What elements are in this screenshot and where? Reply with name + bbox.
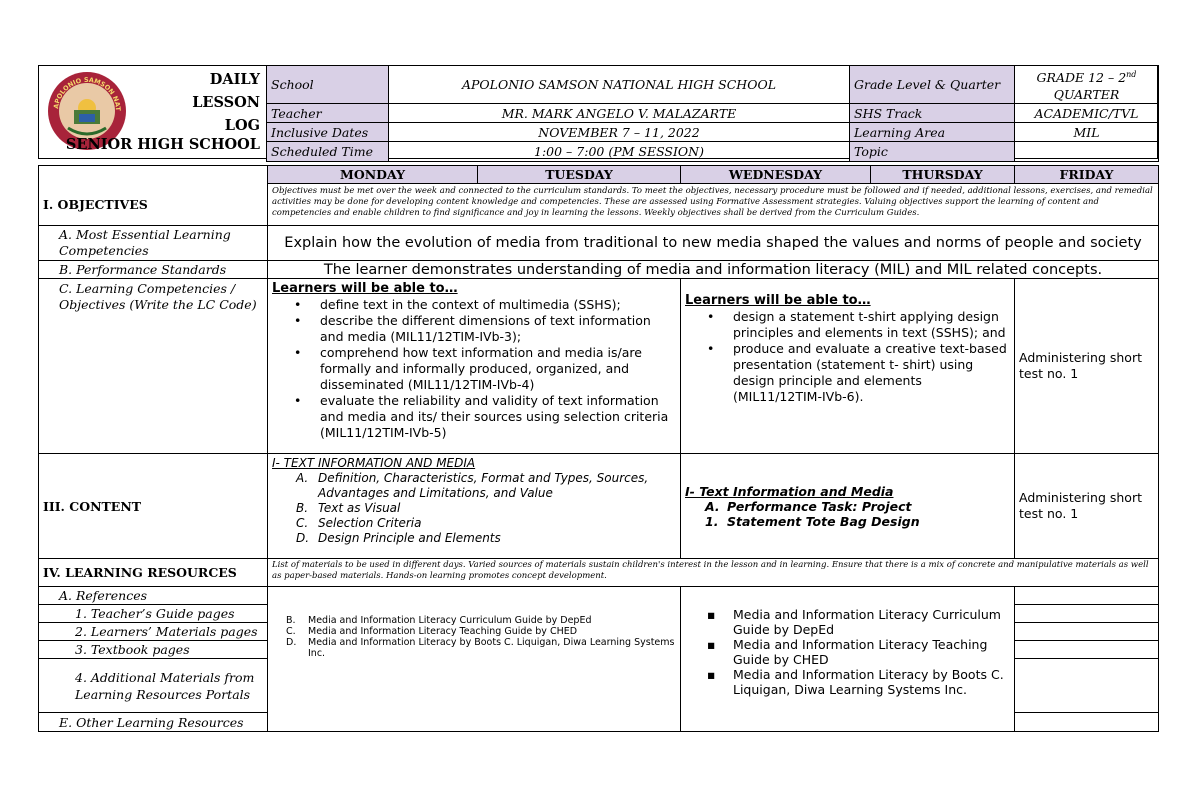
teacher-value: MR. MARK ANGELO V. MALAZARTE (389, 104, 850, 123)
grade-value-sup: nd (1126, 70, 1137, 79)
content-label: III. CONTENT (39, 454, 268, 559)
competency-item: • evaluate the reliability and validity of text information and media and its/ their sources using selection criteria (MIL11/12TIM-IVb-5) (272, 393, 676, 441)
day-wednesday: WEDNESDAY (681, 166, 871, 184)
seal-text: APOLONIO SAMSON NAT (52, 75, 123, 112)
content-left-heading: I- TEXT INFORMATION AND MEDIA (272, 456, 476, 470)
additional-materials-label: 4. Additional Materials from Learning Resources Portals (39, 659, 268, 713)
reference-item: B. Media and Information Literacy Curriculum Guide by DepEd (286, 615, 592, 626)
competency-item: • produce and evaluate a creative text-based presentation (statement t- shirt) using design principle and elements (MIL11/12TIM-IVb-6). (685, 341, 1010, 405)
time-value: 1:00 – 7:00 (PM SESSION) (389, 142, 850, 162)
friday-cell (1015, 605, 1159, 623)
friday-cell (1015, 659, 1159, 713)
performance-standards-value: The learner demonstrates understanding of media and information literacy (MIL) and MIL related concepts. (268, 261, 1159, 279)
day-monday: MONDAY (268, 166, 478, 184)
track-value: ACADEMIC/TVL (1015, 104, 1159, 123)
teachers-guide-label: 1. Teacher’s Guide pages (39, 605, 268, 623)
content-item: B. Text as Visual (296, 501, 401, 515)
competency-item: • design a statement t-shirt applying design principles and elements in text (SSHS); and (685, 309, 1010, 341)
title-line-1: DAILY (209, 71, 260, 88)
competencies-right-list (685, 309, 1010, 405)
topic-value (1015, 142, 1159, 162)
competencies-label: C. Learning Competencies / Objectives (Write the LC Code) (39, 279, 268, 454)
competencies-mon-tue (268, 279, 681, 454)
dates-label: Inclusive Dates (267, 123, 389, 142)
dll-title (62, 68, 260, 156)
competencies-right-heading: Learners will be able to… (685, 293, 871, 308)
references-mon-tue (268, 587, 681, 732)
grade-label: Grade Level & Quarter (850, 66, 1015, 104)
day-thursday: THURSDAY (871, 166, 1015, 184)
content-wed-thu (681, 454, 1015, 559)
content-item: A. Definition, Characteristics, Format and Types, Sources, Advantages and Limitations, and Value (296, 471, 649, 500)
content-item: 1. Statement Tote Bag Design (705, 513, 920, 529)
friday-cell (1015, 713, 1159, 732)
teacher-label: Teacher (267, 104, 389, 123)
content-item: C. Selection Criteria (296, 516, 422, 530)
competencies-left-list (272, 297, 676, 441)
track-label: SHS Track (850, 104, 1015, 123)
area-value: MIL (1015, 123, 1159, 142)
objectives-note: Objectives must be met over the week and connected to the curriculum standards. To meet the objectives, necessary procedure must be followed and if needed, additional lessons, exercises, and remedial activities may be done for developing content knowledge and competencies. These are assessed using Formative Assessment strategies. Valuing objectives support the learning of content and competencies and enable children to find significance and joy in learning the lessons. Weekly objectives shall be derived from the Curriculum Guides. (268, 184, 1159, 226)
reference-item: ▪ Media and Information Literacy Teaching Guide by CHED (685, 637, 1010, 667)
dates-value: NOVEMBER 7 – 11, 2022 (389, 123, 850, 142)
references-label: A. References (39, 587, 268, 605)
resources-label: IV. LEARNING RESOURCES (39, 559, 268, 587)
competencies-left-heading: Learners will be able to… (272, 281, 458, 296)
references-friday-cell (1015, 587, 1159, 605)
topic-label: Topic (850, 142, 1015, 162)
content-mon-tue (268, 454, 681, 559)
school-value: APOLONIO SAMSON NATIONAL HIGH SCHOOL (389, 66, 850, 104)
time-label: Scheduled Time (267, 142, 389, 162)
content-item: D. Design Principle and Elements (296, 531, 501, 545)
friday-cell (1015, 623, 1159, 641)
other-resources-label: E. Other Learning Resources (39, 713, 268, 732)
learners-materials-label: 2. Learners’ Materials pages (39, 623, 268, 641)
day-friday: FRIDAY (1015, 166, 1159, 184)
competency-item: • comprehend how text information and media is/are formally and informally produced, organized, and disseminated (MIL11/12TIM-IVb-4) (272, 345, 676, 393)
competency-item: • define text in the context of multimedia (SSHS); (272, 297, 676, 313)
objectives-label: I. OBJECTIVES (39, 184, 268, 226)
reference-item: ▪ Media and Information Literacy Curriculum Guide by DepEd (685, 607, 1010, 637)
lesson-log-table (38, 165, 1159, 732)
content-item: A. Performance Task: Project (705, 498, 912, 514)
title-line-2: LESSON (192, 94, 260, 111)
references-wed-thu (681, 587, 1015, 732)
school-label: School (267, 66, 389, 104)
content-right-list (685, 499, 1010, 529)
competency-item: • describe the different dimensions of text information and media (MIL11/12TIM-IVb-3); (272, 313, 676, 345)
area-label: Learning Area (850, 123, 1015, 142)
melc-label: A. Most Essential Learning Competencies (39, 226, 268, 261)
reference-item: C. Media and Information Literacy Teaching Guide by CHED (286, 626, 578, 637)
competencies-friday: Administering short test no. 1 (1015, 279, 1159, 454)
competencies-wed-thu (681, 279, 1015, 454)
melc-value: Explain how the evolution of media from traditional to new media shaped the values and norms of people and society (268, 226, 1159, 261)
grade-value-line2: QUARTER (1053, 87, 1120, 103)
content-right-heading: I- Text Information and Media (685, 483, 894, 499)
days-corner (39, 166, 268, 184)
resources-note: List of materials to be used in different days. Varied sources of materials sustain children's interest in the lesson and in learning. Ensure that there is a mix of concrete and manipulative materials as well as paper-based materials. Hands-on learning promotes concept development. (268, 559, 1159, 587)
references-right-list (685, 607, 1010, 697)
friday-cell (1015, 641, 1159, 659)
reference-item: ▪ Media and Information Literacy by Boots C. Liquigan, Diwa Learning Systems Inc. (685, 667, 1010, 697)
content-left-list (272, 471, 676, 546)
performance-standards-label: B. Performance Standards (39, 261, 268, 279)
grade-value-main: GRADE 12 – 2 (1036, 70, 1127, 86)
day-tuesday: TUESDAY (478, 166, 681, 184)
textbook-label: 3. Textbook pages (39, 641, 268, 659)
header-table (266, 65, 1159, 162)
grade-value (1015, 66, 1159, 104)
title-line-4: SENIOR HIGH SCHOOL (65, 136, 260, 153)
title-line-3: LOG (224, 117, 260, 134)
reference-item: D. Media and Information Literacy by Boots C. Liquigan, Diwa Learning Systems Inc. (286, 637, 675, 659)
content-friday: Administering short test no. 1 (1015, 454, 1159, 559)
